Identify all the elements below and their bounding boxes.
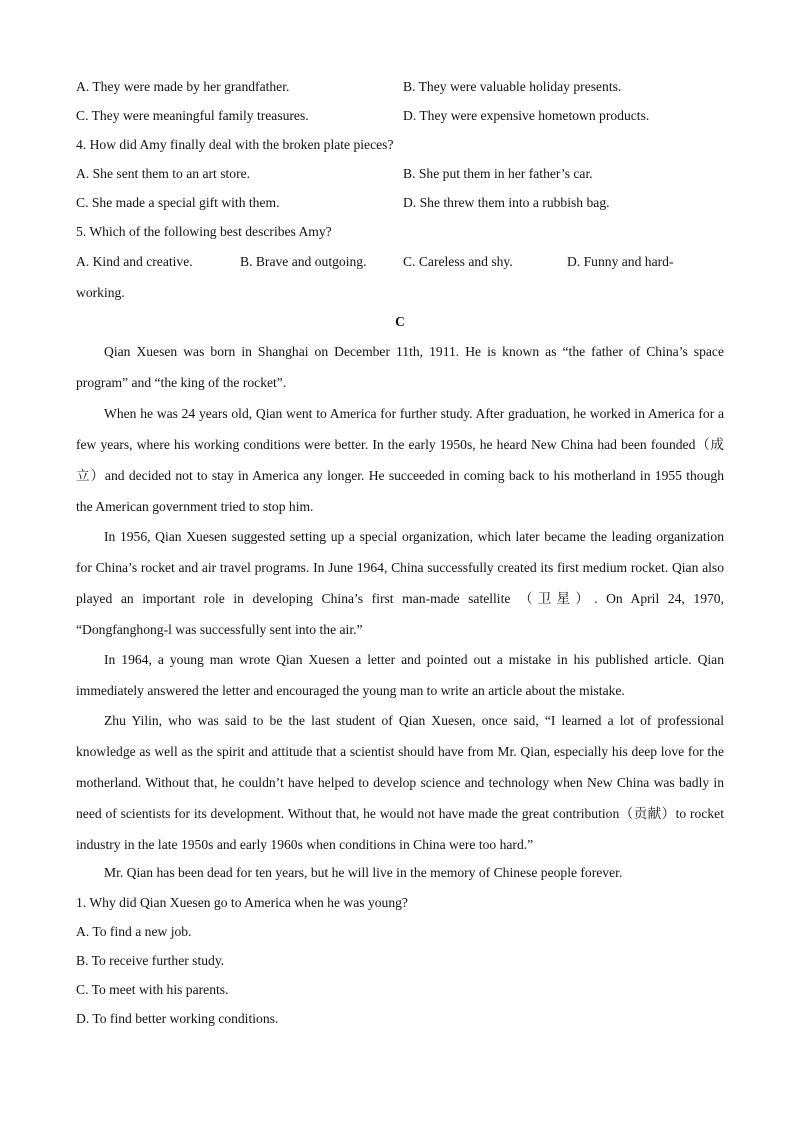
q5-question: 5. Which of the following best describes Amy? <box>76 224 332 239</box>
q1-question: 1. Why did Qian Xuesen go to America when he was young? <box>76 895 408 910</box>
q1-option-b: B. To receive further study. <box>76 953 225 968</box>
q4-option-d: D. She threw them into a rubbish bag. <box>403 195 610 210</box>
passage-paragraph-6: Mr. Qian has been dead for ten years, but he will live in the memory of Chinese people forever. <box>104 865 623 880</box>
passage-paragraph-1: Qian Xuesen was born in Shanghai on December 11th, 1911. He is known as “the father of China’s space program” and “the king of the rocket”. <box>76 344 724 390</box>
q4-option-b: B. She put them in her father’s car. <box>403 166 593 181</box>
q5-option-d: D. Funny and hard- <box>567 254 674 269</box>
q5-option-a: A. Kind and creative. <box>76 254 193 269</box>
q3-option-a: A. They were made by her grandfather. <box>76 79 290 94</box>
q5-option-d-continued: working. <box>76 285 125 300</box>
q4-question: 4. How did Amy finally deal with the broken plate pieces? <box>76 137 394 152</box>
passage-paragraph-2: When he was 24 years old, Qian went to America for further study. After graduation, he worked in America for a few years, where his working conditions were better. In the early 1950s, he heard New China had been founded（成立）and decided not to stay in America any longer. He succeeded in coming back to his motherland in 1955 though the American government tried to stop him. <box>76 406 724 514</box>
passage-paragraph-5: Zhu Yilin, who was said to be the last student of Qian Xuesen, once said, “I learned a lot of professional knowledge as well as the spirit and attitude that a scientist should have from Mr. Qian, especially his deep love for the motherland. Without that, he couldn’t have helped to develop science and technology when New China was badly in need of scientists for its development. Without that, he would not have made the great contribution（贡献）to rocket industry in the late 1950s and early 1960s when conditions in China were too hard.” <box>76 713 724 852</box>
q4-option-a: A. She sent them to an art store. <box>76 166 251 181</box>
passage-paragraph-4: In 1964, a young man wrote Qian Xuesen a letter and pointed out a mistake in his published article. Qian immediately answered the letter and encouraged the young man to write an article about the mistake. <box>76 652 724 698</box>
q1-option-c: C. To meet with his parents. <box>76 982 229 997</box>
passage-paragraph-3: In 1956, Qian Xuesen suggested setting up a special organization, which later became the leading organization for China’s rocket and air travel programs. In June 1964, China successfully created its first medium rocket. Qian also played an important role in developing China’s first man-made satellite （卫星）. On April 24, 1970, “Dongfanghong-l was successfully sent into the air.” <box>76 529 724 637</box>
section-heading: C <box>395 314 405 329</box>
q1-option-d: D. To find better working conditions. <box>76 1011 279 1026</box>
q3-option-d: D. They were expensive hometown products. <box>403 108 650 123</box>
q3-option-b: B. They were valuable holiday presents. <box>403 79 622 94</box>
q1-option-a: A. To find a new job. <box>76 924 192 939</box>
q5-option-b: B. Brave and outgoing. <box>240 254 367 269</box>
q5-option-c: C. Careless and shy. <box>403 254 513 269</box>
q3-option-c: C. They were meaningful family treasures. <box>76 108 309 123</box>
q4-option-c: C. She made a special gift with them. <box>76 195 280 210</box>
